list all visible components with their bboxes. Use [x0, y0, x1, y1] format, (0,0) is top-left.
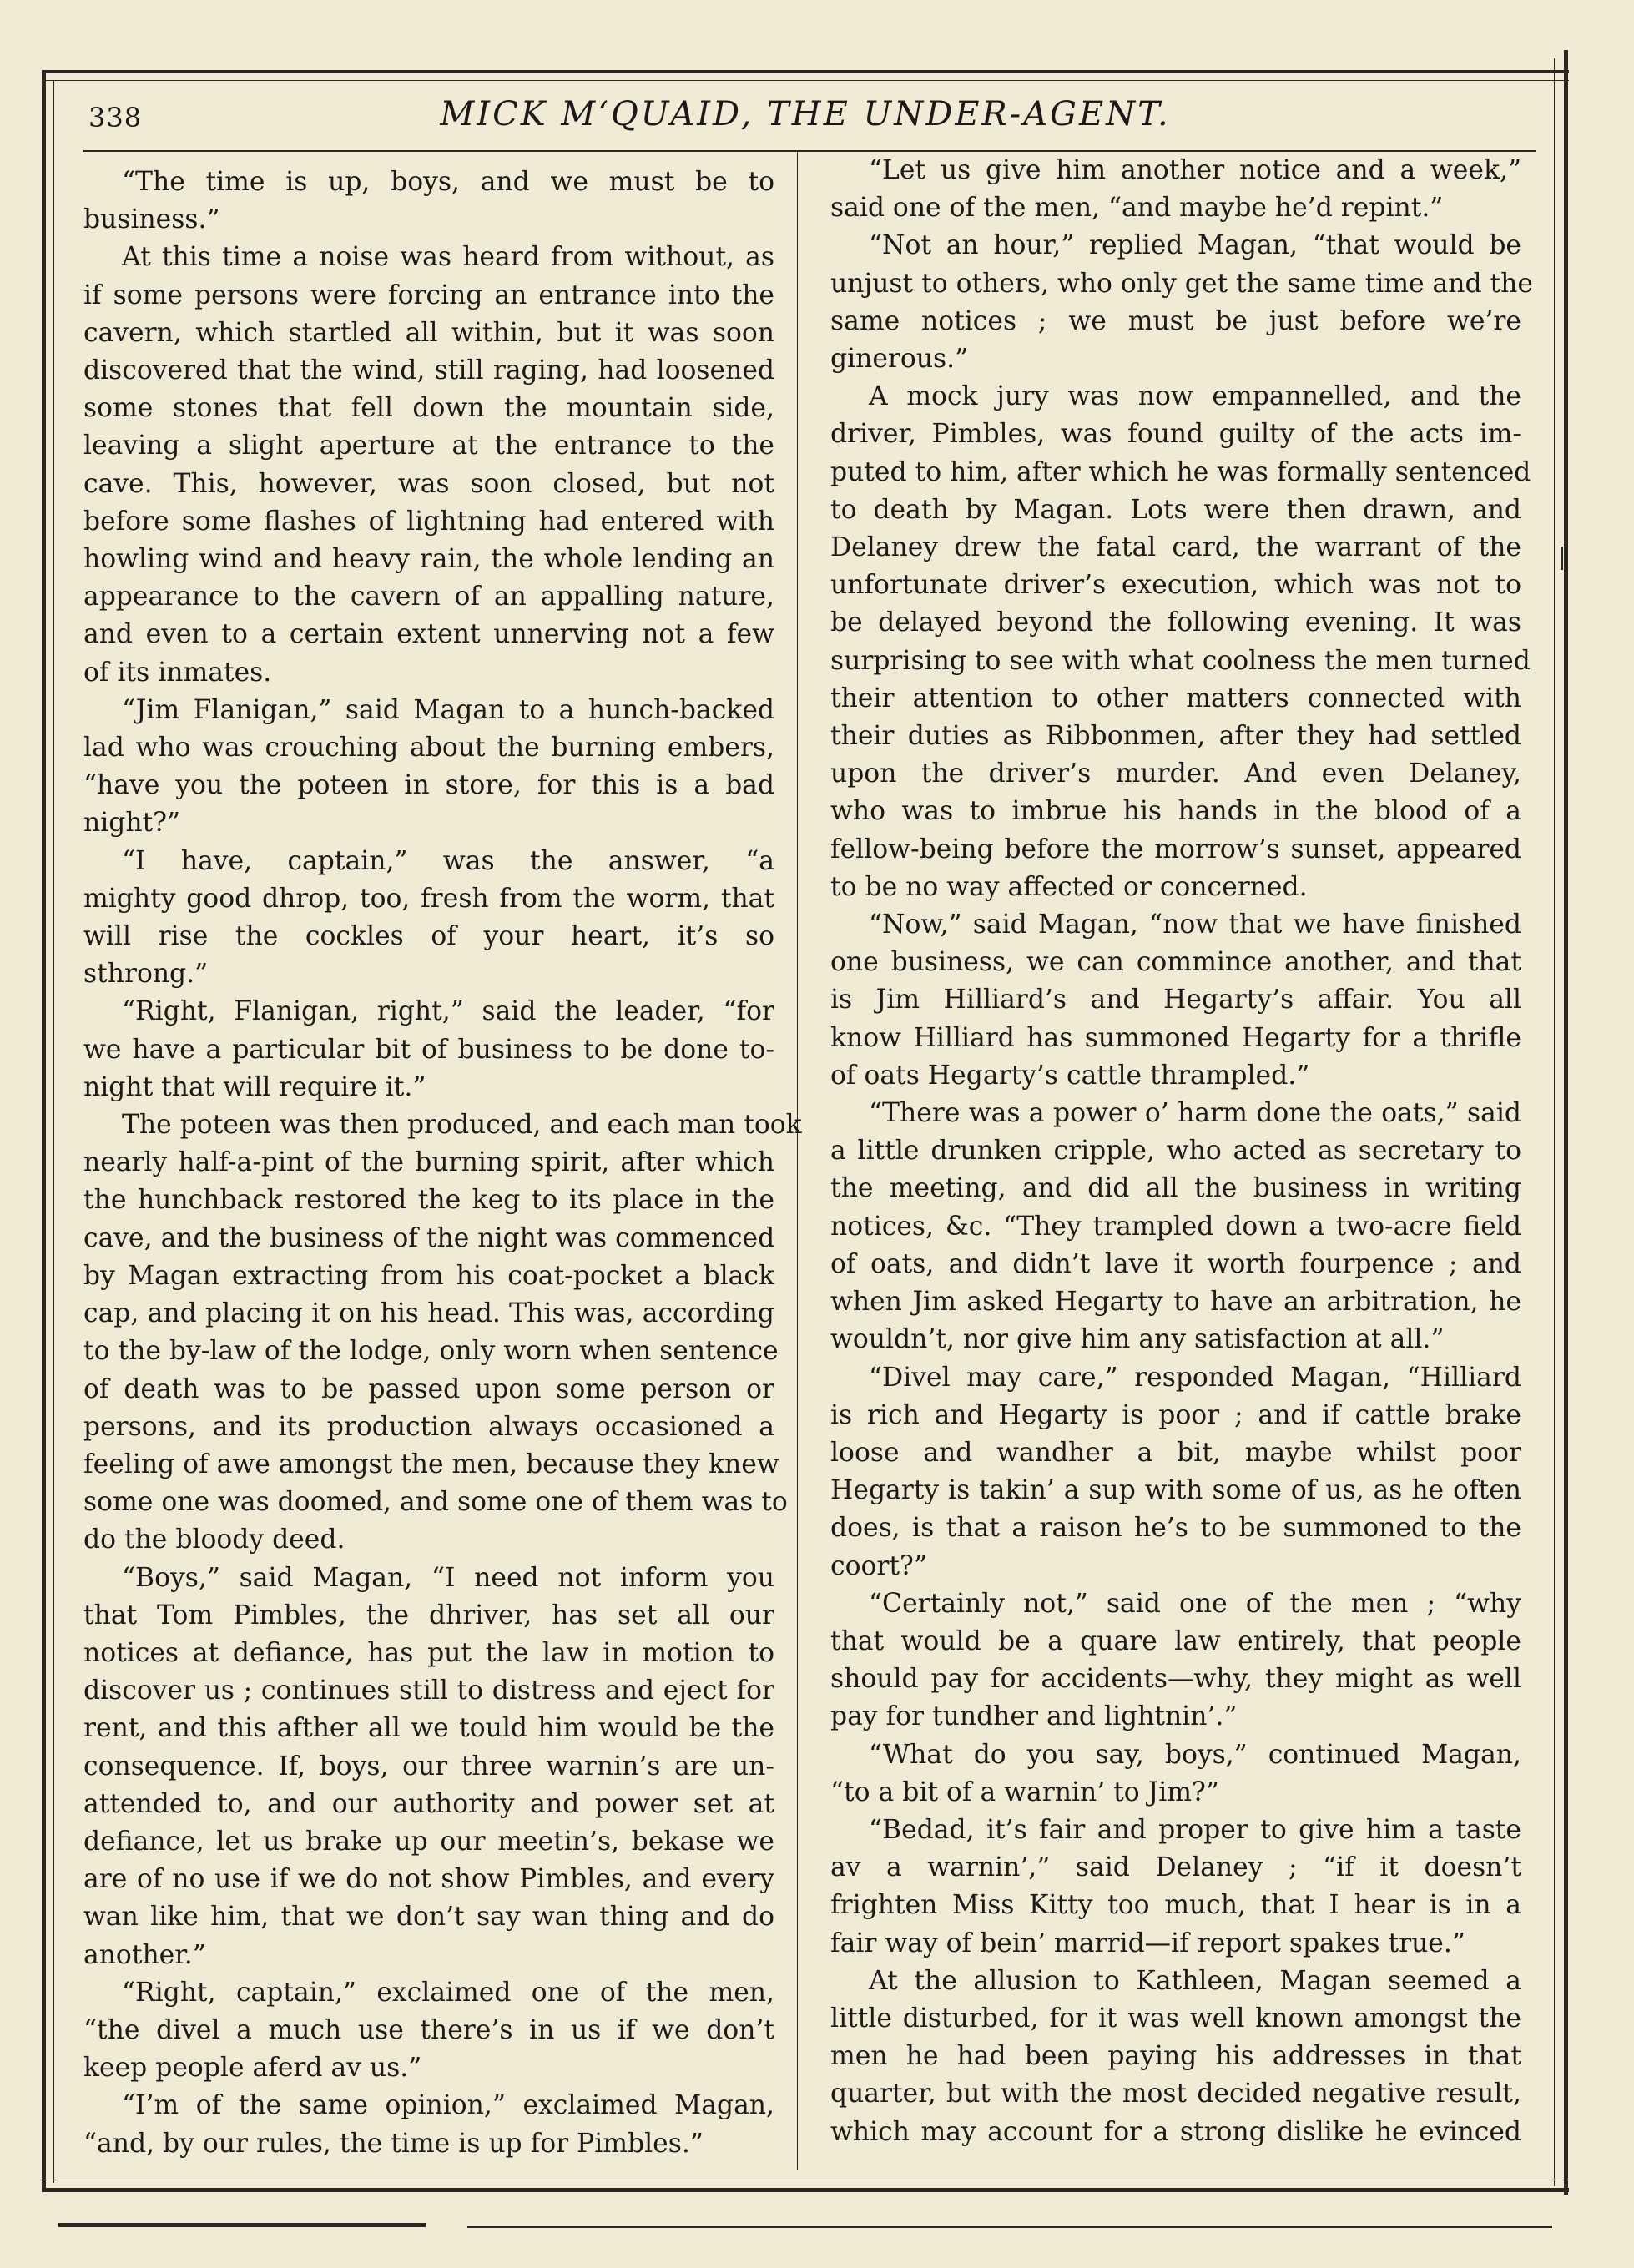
text-line: “Boys,” said Magan, “I need not inform you	[122, 1562, 774, 1593]
text-line: driver, Pimbles, was found guilty of the acts im-	[830, 419, 1521, 450]
text-line: The poteen was then produced, and each man took	[122, 1110, 802, 1141]
text-line: when Jim asked Hegarty to have an arbitration, he	[830, 1287, 1521, 1318]
text-line: lad who was crouching about the burning embers,	[83, 733, 774, 764]
text-line: nearly half-a-pint of the burning spirit, after which	[83, 1147, 774, 1178]
text-line: should pay for accidents—why, they might as well	[830, 1664, 1521, 1695]
text-line: “Divel may care,” responded Magan, “Hilliard	[869, 1362, 1521, 1393]
text-line: a little drunken cripple, who acted as secretary to	[830, 1136, 1521, 1167]
text-line: “Jim Flanigan,” said Magan to a hunch-backed	[122, 694, 774, 725]
text-line: of its inmates.	[83, 657, 272, 688]
ornament-rule-left	[58, 2223, 426, 2227]
text-line: coort?”	[830, 1550, 927, 1581]
text-line: will rise the cockles of your heart, it’s so	[83, 921, 774, 952]
text-line: unfortunate driver’s execution, which was not to	[830, 570, 1521, 601]
text-line: “have you the poteen in store, for this is a bad	[83, 770, 774, 801]
text-line: is rich and Hegarty is poor ; and if cattle brake	[830, 1399, 1521, 1430]
running-title: MICK M‘QUAID, THE UNDER-AGENT.	[440, 95, 1171, 134]
text-line: sthrong.”	[83, 959, 209, 990]
frame-right-rule	[1564, 50, 1568, 2195]
text-line: are of no use if we do not show Pimbles, and every	[83, 1864, 774, 1895]
text-line: “to a bit of a warnin’ to Jim?”	[830, 1777, 1219, 1807]
text-line: that Tom Pimbles, the dhriver, has set all our	[83, 1600, 774, 1630]
text-line: pay for tundher and lightnin’.”	[830, 1701, 1238, 1732]
text-line: av a warnin’,” said Delaney ; “if it doesn’t	[830, 1852, 1521, 1883]
column-divider	[797, 150, 798, 2170]
text-line: “Bedad, it’s fair and proper to give him a taste	[869, 1814, 1521, 1845]
text-line: leaving a slight aperture at the entrance to the	[83, 431, 774, 461]
text-line: another.”	[83, 1939, 206, 1970]
text-line: surprising to see with what coolness the men turned	[830, 645, 1531, 676]
text-line: persons, and its production always occasioned a	[83, 1411, 774, 1442]
text-line: know Hilliard has summoned Hegarty for a thrifle	[830, 1022, 1521, 1053]
text-line: cave. This, however, was soon closed, but not	[83, 468, 774, 499]
text-line: business.”	[83, 204, 220, 235]
text-line: if some persons were forcing an entrance into the	[83, 280, 774, 310]
text-line: “I have, captain,” was the answer, “a	[122, 845, 774, 876]
text-line: notices at defiance, has put the law in motion to	[83, 1637, 774, 1668]
text-line: keep people aferd av us.”	[83, 2053, 422, 2084]
text-line: said one of the men, “and maybe he’d repint.”	[830, 193, 1444, 224]
text-line: Delaney drew the fatal card, the warrant of the	[830, 532, 1521, 563]
text-line: discovered that the wind, still raging, had loosened	[83, 355, 774, 386]
text-line: “Right, captain,” exclaimed one of the men,	[122, 1977, 774, 2008]
text-line: “Let us give him another notice and a week,”	[869, 155, 1521, 185]
text-line: attended to, and our authority and power set at	[83, 1788, 774, 1819]
text-line: some one was doomed, and some one of them was to	[83, 1487, 788, 1518]
text-line: cavern, which startled all within, but it was soon	[83, 317, 774, 348]
text-line: At the allusion to Kathleen, Magan seemed a	[869, 1965, 1521, 1996]
text-line: of death was to be passed upon some person or	[83, 1373, 774, 1404]
text-line: the hunchback restored the keg to its place in the	[83, 1185, 774, 1216]
text-line: appearance to the cavern of an appalling nature,	[83, 582, 774, 612]
text-line: cave, and the business of the night was commenced	[83, 1222, 775, 1253]
ornament-rule-right	[467, 2226, 1552, 2228]
text-line: frighten Miss Kitty too much, that I hear is in a	[830, 1890, 1521, 1921]
text-line: cap, and placing it on his head. This was, according	[83, 1298, 774, 1329]
text-line: ginerous.”	[830, 344, 969, 375]
text-line: some stones that fell down the mountain side,	[83, 393, 774, 424]
text-line: discover us ; continues still to distress and eject for	[83, 1676, 774, 1706]
text-line: “There was a power o’ harm done the oats,” said	[869, 1098, 1521, 1129]
text-line: feeling of awe amongst the men, because they knew	[83, 1449, 779, 1479]
text-line: notices, &c. “They trampled down a two-acre field	[830, 1211, 1521, 1242]
text-line: “Not an hour,” replied Magan, “that would be	[869, 230, 1521, 261]
page-header	[83, 90, 1527, 140]
text-line: little disturbed, for it was well known amongst the	[830, 2003, 1521, 2034]
frame-top-thin-rule	[42, 80, 1569, 81]
text-line: the meeting, and did all the business in writing	[830, 1173, 1521, 1204]
text-line: “Right, Flanigan, right,” said the leader, “for	[122, 996, 774, 1027]
text-line: rent, and this afther all we tould him would be the	[83, 1713, 774, 1744]
text-line: Hegarty is takin’ a sup with some of us, as he often	[830, 1475, 1521, 1506]
page-number: 338	[88, 102, 143, 134]
frame-bottom-rule	[42, 2188, 1569, 2192]
text-line: mighty good dhrop, too, fresh from the worm, that	[83, 883, 774, 914]
text-line: quarter, but with the most decided negative result,	[830, 2079, 1521, 2109]
text-line: “and, by our rules, the time is up for Pimbles.”	[83, 2128, 704, 2159]
text-line: upon the driver’s murder. And even Delaney,	[830, 759, 1521, 789]
text-line: wan like him, that we don’t say wan thing and do	[83, 1902, 774, 1933]
text-line: we have a particular bit of business to be done to-	[83, 1034, 774, 1065]
text-line: “Now,” said Magan, “now that we have finished	[869, 910, 1521, 940]
text-line: A mock jury was now empannelled, and the	[869, 381, 1521, 412]
text-line: which may account for a strong dislike he evinced	[830, 2116, 1521, 2147]
text-line: consequence. If, boys, our three warnin’s are un-	[83, 1751, 774, 1782]
frame-left-rule	[42, 70, 46, 2190]
frame-left-thin-rule	[53, 80, 54, 2183]
text-line: to the by-law of the lodge, only worn when sentence	[83, 1336, 779, 1367]
text-line: puted to him, after which he was formally sentenced	[830, 456, 1531, 487]
text-line: loose and wandher a bit, maybe whilst poor	[830, 1437, 1521, 1468]
text-line: At this time a noise was heard from without, as	[122, 242, 774, 273]
text-line: do the bloody deed.	[83, 1525, 345, 1555]
text-line: “The time is up, boys, and we must be to	[122, 167, 774, 197]
text-line: night that will require it.”	[83, 1071, 426, 1102]
left-column	[83, 164, 802, 2163]
text-line: to be no way affected or concerned.	[830, 871, 1308, 902]
text-line: by Magan extracting from his coat-pocket a black	[83, 1260, 774, 1291]
text-line: unjust to others, who only get the same time and the	[830, 268, 1533, 299]
text-line: same notices ; we must be just before we’re	[830, 305, 1521, 336]
text-line: be delayed beyond the following evening. It was	[830, 607, 1521, 638]
text-line: does, is that a raison he’s to be summoned to the	[830, 1513, 1521, 1544]
text-line: before some flashes of lightning had entered with	[83, 506, 774, 537]
text-line: their duties as Ribbonmen, after they had settled	[830, 721, 1521, 752]
text-line: one business, we can commince another, and that	[830, 947, 1521, 978]
text-line: “What do you say, boys,” continued Magan,	[869, 1739, 1521, 1770]
column-mark	[1561, 547, 1563, 570]
text-line: who was to imbrue his hands in the blood of a	[830, 796, 1521, 827]
text-line: men he had been paying his addresses in that	[830, 2041, 1521, 2072]
text-line: fair way of bein’ marrid—if report spakes true.”	[830, 1928, 1465, 1958]
text-line: defiance, let us brake up our meetin’s, bekase we	[83, 1826, 774, 1857]
frame-right-thin-rule	[1554, 58, 1555, 2186]
text-line: their attention to other matters connected with	[830, 683, 1521, 713]
text-line: of oats, and didn’t lave it worth fourpence ; and	[830, 1248, 1521, 1279]
text-line: and even to a certain extent unnerving not a few	[83, 619, 774, 650]
text-line: “I’m of the same opinion,” exclaimed Magan,	[122, 2090, 774, 2121]
text-line: howling wind and heavy rain, the whole lending an	[83, 544, 774, 575]
text-line: fellow-being before the morrow’s sunset, appeared	[830, 834, 1521, 864]
right-column	[830, 152, 1533, 2151]
text-line: “Certainly not,” said one of the men ; “why	[869, 1588, 1521, 1619]
text-line: night?”	[83, 808, 181, 839]
text-line: wouldn’t, nor give him any satisfaction at all.”	[830, 1324, 1445, 1355]
text-line: is Jim Hilliard’s and Hegarty’s affair. You all	[830, 985, 1521, 1016]
text-line: “the divel a much use there’s in us if we don’t	[83, 2014, 774, 2045]
frame-top-rule	[42, 70, 1569, 73]
text-line: of oats Hegarty’s cattle thrampled.”	[830, 1060, 1310, 1091]
text-line: that would be a quare law entirely, that people	[830, 1625, 1521, 1656]
text-line: to death by Magan. Lots were then drawn, and	[830, 494, 1521, 525]
